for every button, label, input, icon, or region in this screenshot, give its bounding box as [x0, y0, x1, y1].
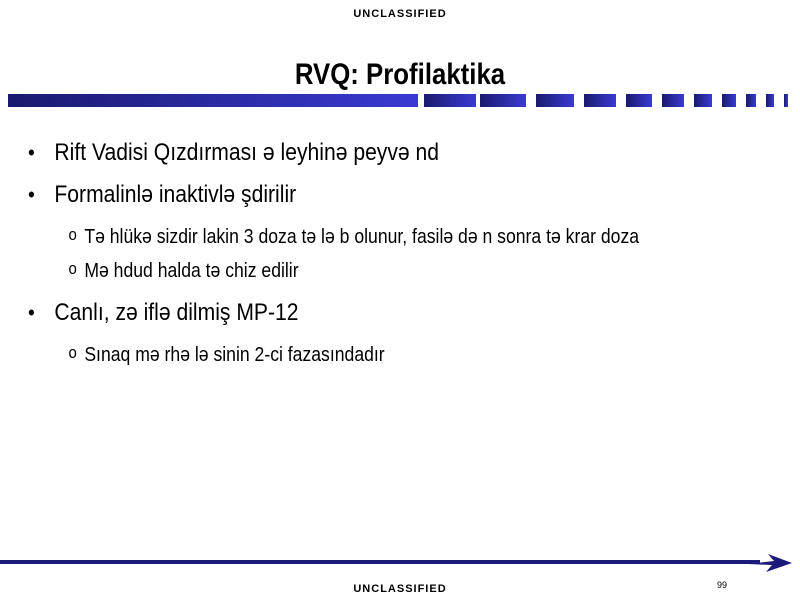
bullet-text: Rift Vadisi Qızdırması ə leyhinə peyvə nd [54, 139, 440, 166]
bullet-list [28, 138, 768, 374]
classification-top: UNCLASSIFIED [353, 8, 447, 20]
bullet-text: Canlı, zə iflə dilmiş MP-12 [54, 299, 299, 326]
title-bar-segment [584, 94, 616, 107]
sub-bullet-text: Tə hlükə sizdir lakin 3 doza tə lə b olunur, fasilə də n sonra tə krar doza [84, 226, 640, 248]
slide-title: RVQ: Profilaktika [294, 58, 506, 91]
title-bar-segment [480, 94, 526, 107]
sub-bullet-item [28, 222, 780, 252]
arrow-swoosh-icon [748, 552, 792, 574]
title-bar-segment [626, 94, 652, 107]
title-bar-segment [766, 94, 774, 107]
bullet-item [28, 138, 679, 168]
bullet-item [28, 298, 679, 328]
title-underline-bar [8, 94, 794, 107]
page-number: 99 [716, 580, 727, 590]
sub-bullet-item [28, 340, 780, 370]
sub-bullet-ring-icon: o [68, 225, 77, 244]
bullet-dot-icon: • [28, 140, 35, 165]
sub-bullet-text: Mə hdud halda tə chiz edilir [84, 260, 299, 282]
footer-line [0, 560, 760, 564]
sub-bullet-item [28, 256, 780, 286]
title-bar-gradient [8, 94, 418, 107]
bullet-item [28, 180, 679, 210]
classification-bottom: UNCLASSIFIED [353, 583, 447, 595]
bullet-dot-icon: • [28, 300, 35, 325]
bullet-text: Formalinlə inaktivlə şdirilir [54, 181, 297, 208]
title-bar-segment [694, 94, 712, 107]
sub-bullet-text: Sınaq mə rhə lə sinin 2-ci fazasındadır [84, 344, 385, 366]
title-bar-segment [424, 94, 476, 107]
title-bar-segment [784, 94, 788, 107]
bullet-dot-icon: • [28, 182, 35, 207]
sub-bullet-ring-icon: o [68, 343, 77, 362]
title-bar-segment [722, 94, 736, 107]
title-bar-segment [746, 94, 756, 107]
sub-bullet-ring-icon: o [68, 259, 77, 278]
title-bar-segment [536, 94, 574, 107]
title-bar-segment [662, 94, 684, 107]
